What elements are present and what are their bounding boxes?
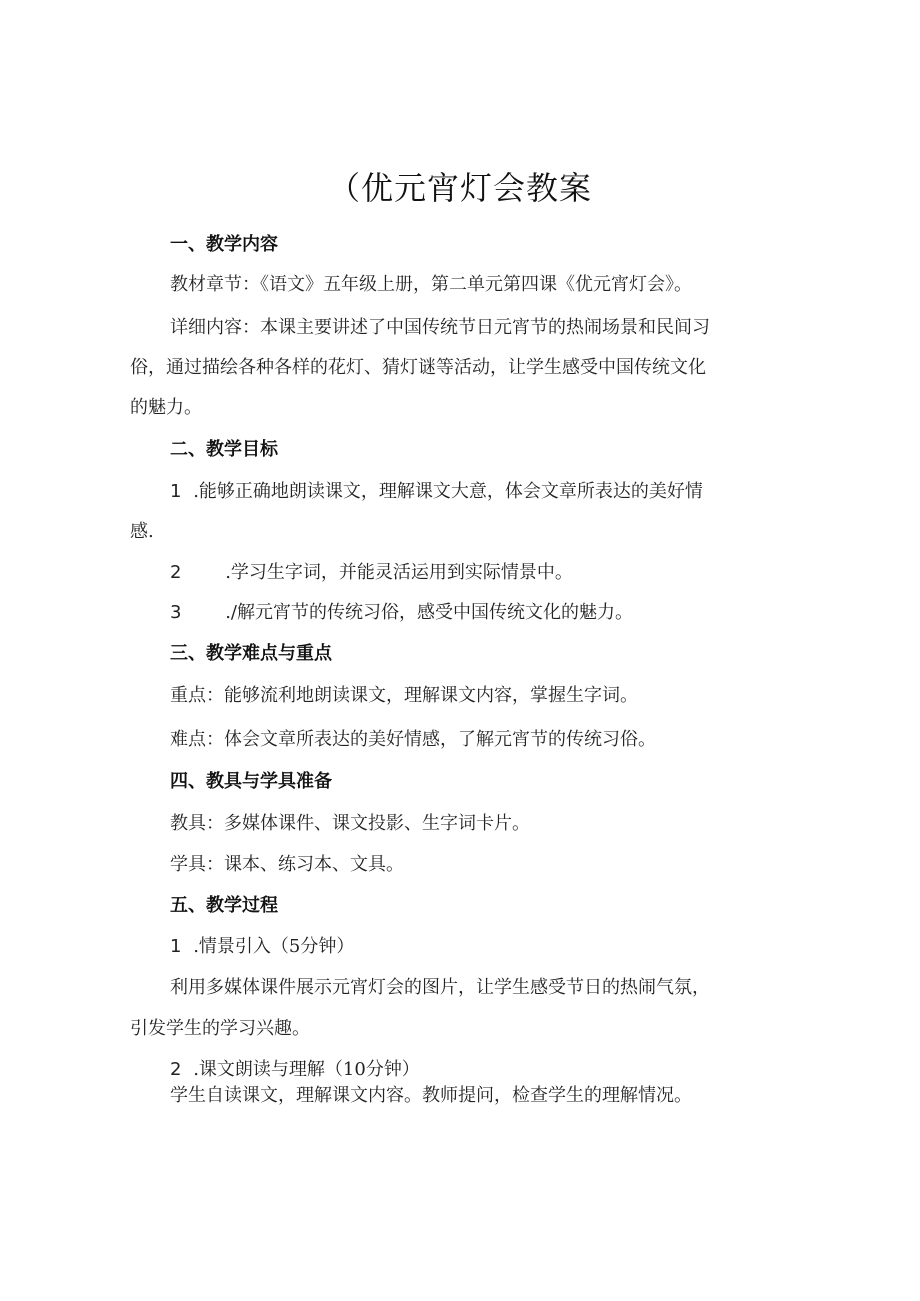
goal-3-number: 3 [170, 602, 182, 623]
detail-paragraph-line-1: 详细内容：本课主要讲述了中国传统节日元宵节的热闹场景和民间习 [170, 317, 710, 338]
student-materials: 学具：课本、练习本、文具。 [170, 854, 404, 875]
difficult-point-paragraph: 难点：体会文章所表达的美好情感，了解元宵节的传统习俗。 [170, 729, 656, 750]
goal-2 [170, 560, 573, 586]
step-1-number: 1 [170, 936, 182, 957]
section-heading-content: 一、教学内容 [170, 234, 278, 255]
material-paragraph: 教材章节：《语文》五年级上册，第二单元第四课《优元宵灯会》。 [170, 274, 692, 295]
key-point-paragraph: 重点：能够流利地朗读课文，理解课文内容，掌握生字词。 [170, 685, 638, 706]
goal-1-line-2: 感. [130, 521, 154, 542]
step-1-line-1: 利用多媒体课件展示元宵灯会的图片，让学生感受节日的热闹气氛， [170, 977, 710, 998]
section-heading-key-points: 三、教学难点与重点 [170, 643, 332, 664]
step-1-line-2: 引发学生的学习兴趣。 [130, 1018, 310, 1039]
goal-2-text: .学习生字词，并能灵活运用到实际情景中。 [225, 562, 573, 583]
detail-paragraph-line-2: 俗，通过描绘各种各样的花灯、猜灯谜等活动，让学生感受中国传统文化 [130, 357, 706, 378]
goal-2-number: 2 [170, 562, 182, 583]
section-heading-materials: 四、教具与学具准备 [170, 771, 332, 792]
goal-3-text: ./解元宵节的传统习俗，感受中国传统文化的魅力。 [225, 602, 633, 623]
teacher-materials: 教具：多媒体课件、课文投影、生字词卡片。 [170, 813, 530, 834]
detail-paragraph-line-3: 的魅力。 [130, 397, 202, 418]
step-1-title: .情景引入（5分钟） [193, 936, 355, 957]
goal-1-line-1 [170, 479, 703, 505]
goal-3 [170, 600, 633, 626]
goal-1-text: .能够正确地朗读课文，理解课文大意，体会文章所表达的美好情 [193, 481, 703, 502]
section-heading-process: 五、教学过程 [170, 895, 278, 916]
step-2-title: .课文朗读与理解（10分钟） [193, 1059, 420, 1080]
step-1-heading [170, 934, 354, 960]
section-heading-goals: 二、教学目标 [170, 439, 278, 460]
document-title: （优元宵灯会教案 [327, 169, 592, 207]
step-2-heading [170, 1057, 420, 1083]
goal-1-number: 1 [170, 481, 182, 502]
step-2-number: 2 [170, 1059, 182, 1080]
step-2-line-1: 学生自读课文，理解课文内容。教师提问，检查学生的理解情况。 [170, 1085, 692, 1106]
